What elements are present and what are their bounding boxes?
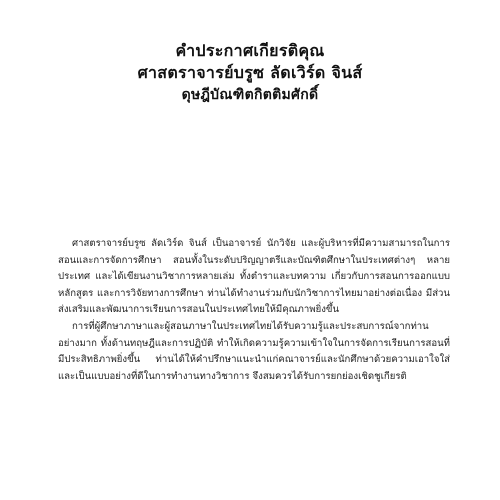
document-title: คำประกาศเกียรติคุณ xyxy=(175,41,325,60)
document-title-block xyxy=(0,40,500,106)
document-body xyxy=(58,236,450,385)
honoree-name: ศาสตราจารย์บรูซ ลัดเวิร์ด จินส์ xyxy=(137,63,363,82)
body-paragraph: ศาสตราจารย์บรูซ ลัดเวิร์ด จินส์ เป็นอาจารย์ นักวิจัย และผู้บริหารที่มีความสามารถในการสอนและการจัดการศึกษา สอนทั้งในระดับปริญญาตรีและบัณฑิตศึกษาในประเทศต่างๆ หลายประเทศ และได้เขียนงานวิชาการหลายเล่ม ทั้งตำราและบทความ เกี่ยวกับการสอนการออกแบบหลักสูตร และการวิจัยทางการศึกษา ท่านได้ทำงานร่วมกับนักวิชาการไทยมาอย่างต่อเนื่อง มีส่วนส่งเสริมและพัฒนาการเรียนการสอนในประเทศไทยให้มีคุณภาพยิ่งขึ้น xyxy=(58,238,450,316)
body-paragraph: การที่ผู้ศึกษาภาษาและผู้สอนภาษาในประเทศไทยได้รับความรู้และประสบการณ์จากท่านอย่างมาก ทั้งด้านทฤษฎีและการปฏิบัติ ทำให้เกิดความรู้ความเข้าใจในการจัดการเรียนการสอนที่มีประสิทธิภาพยิ่งขึ้น ท่านได้ให้คำปรึกษาแนะนำแก่คณาจารย์และนักศึกษาด้วยความเอาใจใส่ และเป็นแบบอย่างที่ดีในการทำงานทางวิชาการ จึงสมควรได้รับการยกย่องเชิดชูเกียรติ xyxy=(58,320,450,382)
degree-title: ดุษฎีบัณฑิตกิตติมศักดิ์ xyxy=(181,87,319,103)
